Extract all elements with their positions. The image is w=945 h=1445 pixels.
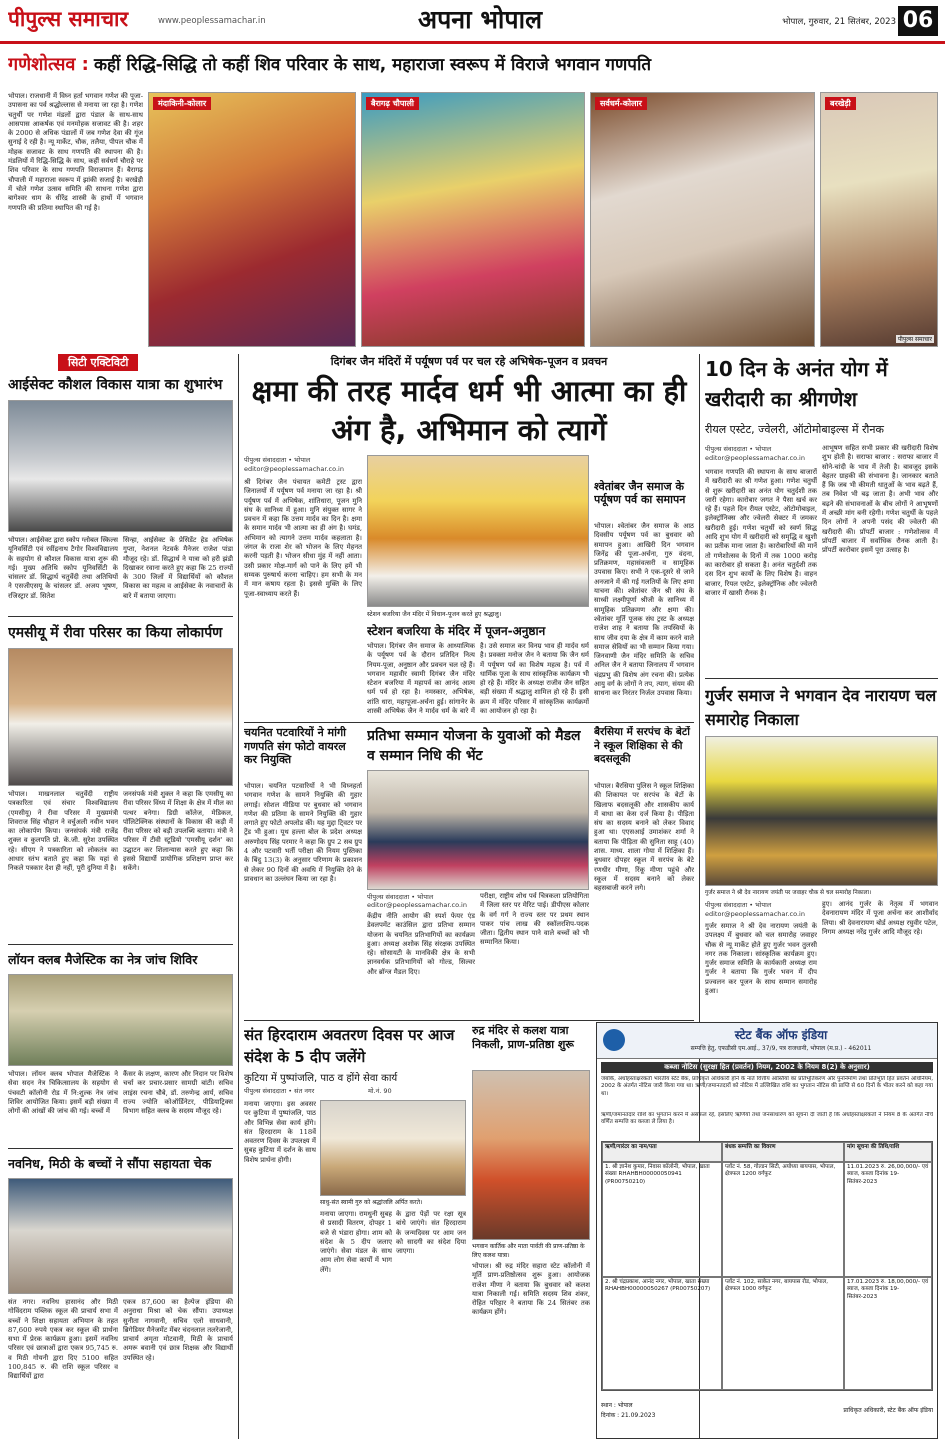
photo-label: सर्वधर्म-कोलार (595, 97, 647, 110)
gurjar-photo-caption: गुर्जर समाज ने श्री देव नारायण जयंती पर जवाहर चौक से चल समारोह निकाला। (705, 890, 872, 896)
story-iset-col2: सिन्हा, आईसेक्ट के प्रेसिडेंट हेड अभिषेक गुप्ता, नेशनल नेटवर्क मैनेजर राजेश पांडा मौजूद रहे। डॉ. सिद्धार्थ ने यात्रा को हरी झंडी दिखाकर रवाना करते हुए कहा कि 25 राज्यों के 300 जिलों में विद्यार्थियों को कौशल विकास का महत्व व आईसेक्ट के नवाचारों के बारे में बताया जाएगा। (123, 536, 233, 600)
shwetambar-story (594, 480, 694, 716)
sant-col3: के द्वारा पेड़ों पर रक्षा सूत्र बांधे जाएंगे। संत हिरदाराम के जन्मदिवस पर आम जन को सादगी का संदेश दिया जाएगा। (396, 1210, 466, 1256)
pratibha-col2: परीक्षा, राष्ट्रीय शोध पर्व चित्रकला प्रतियोगिता में जिला स्तर पर मेरिट पाई। डीपीएस कोलार के वर्ग गर्ग ने राज्य स्तर पर प्रथम स्थान पाकर पांच लाख की स्कॉलरशिप-पदक जीता। द्वितीय स्थान पाने वाले बच्चों को भी सम्मानित किया। (480, 892, 589, 947)
masthead (0, 0, 945, 44)
sant-mob: मो.नं. 90 (368, 1087, 392, 1095)
anant-email: editor@peoplessamachar.co.in (705, 454, 805, 462)
story-cheque-headline: नवनिध, मिठी के बच्चों ने सौंपा सहायता चेक (8, 1156, 212, 1171)
sant-col1: मनाया जाएगा। इस अवसर पर कुटिया में पुष्पांजलि, पाठ और विभिन्न सेवा कार्य होंगे। संत हिरदाराम के 118वें अवतरण दिवस के उपलक्ष्य में सुबह कुटिया में दर्शन के साथ विशेष प्रार्थना होगी। (244, 1100, 316, 1164)
photo-mcu-inauguration (8, 648, 233, 786)
patwari-body: भोपाल। चयनित पटवारियों ने भी विघ्नहर्ता भगवान गणेश के सामने नियुक्ति की गुहार लगाई। सोशल मीडिया पर बुधवार को भगवान गणेश की प्रतिमा के सामने नियुक्ति की गुहार लगाते हुए फोटो अपलोड कीं। यह मुद्दा टि्वटर पर ट्रेंड भी हुआ। यूथ हल्ला बोल के प्रदेश अध्यक्ष अरुणोदय सिंह परमार ने कहा कि ग्रुप 2 सब ग्रुप 4 और पटवारी भर्ती परीक्षा की नियम पुस्तिका के बिंदु 13(3) के अनुसार परिणाम के प्रकाशन से लेकर 90 दिनों की अवधि में नियुक्ति देने के प्रावधान का उल्लंघन किया जा रहा है। (244, 782, 362, 883)
gurjar-headline: गुर्जर समाज ने भगवान देव नारायण चल समारोह निकाला (705, 686, 937, 729)
sbi-notice (596, 1022, 938, 1439)
section-title: अपना भोपाल (417, 5, 543, 34)
pratibha-email: editor@peoplessamachar.co.in (367, 901, 467, 909)
sant-byline: पीपुल्स संवाददाता • संत नगर (244, 1087, 315, 1095)
sbi-place: स्थान : भोपाल (601, 1402, 633, 1409)
sarpanch-headline: बैरसिया में सरपंच के बेटों ने स्कूल शिक्षिका से की बदसलूकी (594, 726, 690, 765)
photo-gurjar-procession (705, 736, 938, 886)
story-lions-col2: कैंसर के लक्षण, कारण और निदान पर विशेष चर्चा कर प्रचार-प्रसार सामग्री बांटी। सचिव लाइंस रचना चौबे, डॉ. तरुणेन्द्र आर्य, सचिव राज्य ज्योति कोऑर्डिनेटर, पीडियाट्रिक्स विभाग सहित क्लब के सदस्य मौजूद रहे। (123, 1070, 233, 1116)
jain-headline: क्षमा की तरह मार्दव धर्म भी आत्मा का ही अंग है, अभिमान को त्यागें (251, 374, 687, 447)
gurjar-story (705, 684, 938, 1009)
sant-sub: कुटिया में पुष्पांजलि, पाठ व होंगे सेवा कार्य (244, 1073, 398, 1084)
jain-story-head (244, 354, 694, 450)
jain-kicker: दिगंबर जैन मंदिरों में पर्यूषण पर्व पर चल रहे अभिषेक-पूजन व प्रवचन (330, 355, 608, 368)
photo-lions-camp (8, 974, 233, 1066)
sbi-title: स्टेट बैंक ऑफ इंडिया (734, 1028, 828, 1042)
sbi-header (597, 1023, 937, 1059)
photo-sant-tribute (320, 1100, 466, 1196)
station-headline: स्टेशन बजरिया के मंदिर में पूजन-अनुष्ठान (367, 624, 546, 638)
photo-credit: पीपुल्स समाचार (897, 336, 932, 343)
sant-photo-caption: साधु-संत स्वामी गुरु को श्रद्धांजलि अर्पित करते। (320, 1199, 423, 1206)
rudra-caption: भगवान कार्तिक और माता पार्वती की प्राण-प्रतिष्ठा के लिए कलश यात्रा। (472, 1243, 585, 1259)
anant-col2: आभूषण सहित सभी प्रकार की खरीदारी विशेष शुभ होती है। सराफा बाजार : सराफा बाजार में सोने-चांदी के भाव में तेजी है। बावजूद इसके बेहतर ग्राहकी की संभावना है। जानकार बताते हैं कि जब भी कीमती धातुओं के भाव बढ़ते हैं, तब निवेश भी बढ़ जाता है। अभी भाव और बढ़ने की संभावनाओं के बीच लोगों ने आभूषणों में अच्छी मांग बनी रहेगी। गणेश चतुर्थी के पहले दिन लोगों ने अपनी पसंद की ज्वेलरी की खरीदारी की। प्रॉपर्टी बाजार : गणेशोत्सव में प्रॉपर्टी बाजार में सर्वाधिक रौनक आती है। प्रॉपर्टी कारोबार इसमें पूरा उत्साह है। (822, 444, 938, 555)
sbi-logo-icon (603, 1029, 625, 1051)
banner-headline (8, 52, 938, 88)
sbi-body: ऋणी/जमानतदार राशि का भुगतान करने में असफल रहे, इसलिए ऋणियों तथा जनसाधारण को सूचना दी जाती है कि अधोहस्ताक्षरकर्ता ने नियम 8 के अंतर्गत नीचे वर्णित सम्पत्ति का कब्जा ले लिया है। (601, 1112, 933, 1126)
sbi-col-header: बंधक सम्पत्ति का विवरण (722, 1142, 844, 1162)
photo-rudra-kalash (472, 1070, 590, 1240)
story-mcu-headline: एमसीयू में रीवा परिसर का किया लोकार्पण (8, 625, 223, 641)
anant-sub: रीयल एस्टेट, ज्वेलरी, ऑटोमोबाइल्स में रौनक (705, 423, 884, 436)
sbi-col-header: ऋणी/गारंटर का नाम/पता (602, 1142, 722, 1162)
sbi-cell: 17.01.2023 रु. 18,00,000/- एवं ब्याज, कब्जा दिनांक 19-सितंबर-2023 (844, 1277, 932, 1390)
anant-col1: भगवान गणपति की स्थापना के साथ बाजारों में खरीदारी का श्री गणेश हुआ। गणेश चतुर्थी से शुरू खरीदारी का अनंत योग चतुर्दशी तक जारी रहेगा। कारोबार जगत ने पैसा खर्च कर रहे हैं। पहले दिन रीयल एस्टेट, ऑटोमोबाइल, इलेक्ट्रॉनिक्स और ज्वेलरी सेक्टर में जमकर खरीदारी हुई। गणेश चतुर्थी को स्वर्ण सिद्ध आदि शुभ योग में खरीदारी को समृद्धि व खुशी का प्रतीक माना जाता है। कारोबारियों की मानें तो गणेशोत्सव के दिनों में तक 1000 करोड़ का कारोबार हो सकता है। अनंत चतुर्दशी तक दस दिन शुभ कार्यों के लिए विशेष है। वाहन बाजार, रियल एस्टेट, इलेक्ट्रॉनिक और ज्वेलरी बाजार में खासी रौनक है। (705, 468, 817, 597)
anant-byline: पीपुल्स संवाददाता • भोपाल (705, 445, 772, 453)
dateline: भोपाल, गुरुवार, 21 सितंबर, 2023 (782, 17, 896, 27)
story-lions-col1: भोपाल। लॉयन क्लब भोपाल मैजेस्टिक ने सेवा सदन नेत्र चिकित्सालय के सहयोग से पंचवटी कॉलोनी रोड में नि:शुल्क नेत्र जांच शिविर आयोजित किया। इसमें बड़ी संख्या में लोगों की आंखों की जांच की गई। बच्चों में (8, 1070, 118, 1116)
story-mcu-col1: भोपाल। माखनलाल चतुर्वेदी राष्ट्रीय पत्रकारिता एवं संचार विश्वविद्यालय (एमसीयू) ने रीवा परिसर में मुख्यमंत्री शिवराज सिंह चौहान ने वर्चुअली नवीन भवन का लोकार्पण किया। जनसंपर्क मंत्री राजेंद्र शुक्ल व कुलपति प्रो. के.जी. सुरेश उपस्थित रहे। सीएम ने पत्रकारिता को लोकतंत्र का आधार स्तंभ बताते हुए कहा कि यहां से निकले पत्रकार देश ही नहीं, पूरी दुनिया में है। (8, 790, 118, 873)
sbi-cell: 1. श्री ज्ञानेश कुमार, निवास कॉलोनी, भोपाल, खाता संख्या RHAHBH00000050941 (PR00750210) (602, 1162, 722, 1277)
banner-intro: भोपाल। राजधानी में विघ्न हर्ता भगवान गणेश की पूजा-उपासना का पर्व श्रद्धोल्लास से मनाया जा रहा है। गणेश चतुर्थी पर गणेश मंडलों द्वारा पंडाल के साथ-साथ आसपास आकर्षक एवं मनमोहक सजावट की है। शहर के 2000 से अधिक पंडालों में जब गणेश देवा की गूंज सुनाई दे रही है। न्यू मार्केट, चौक, तलैया, पीपल चौक में मोहक सजावट के साथ गणपति की स्थापना की है। मंडलियों में रिद्धि-सिद्धि के साथ, कहीं सर्वधर्म चौराहे पर शिव परिवार के साथ गणपति विराजमान हैं। बैरागढ़ चौपाली में महाराजा स्वरूप में झांकी सजाई है। बरखेड़ी में चोले गणेश उत्सव समिति की साधना गणेश द्वारा बागेश्वर धाम के धीरेंद्र शास्त्री के हाथों में भगवान गणपति की प्रतिमा स्थापित की गई है। (8, 92, 143, 212)
sbi-cell: 11.01.2023 रु. 26,00,000/- एवं ब्याज, कब्जा दिनांक 19-सितंबर-2023 (844, 1162, 932, 1277)
sbi-cell: 2. श्री चंद्रप्रकाश, आनंद नगर, भोपाल, खाता संख्या RHAHBH00000050267 (PR00750207) (602, 1277, 722, 1390)
rudra-headline: रुद्र मंदिर से कलश यात्रा निकली, प्राण-प्रतिष्ठा शुरू (472, 1024, 574, 1051)
sbi-address: सम्पत्ति हेतु, एफडीसी एम.आई., 37/9, पत्र राजधानी, भोपाल (म.प्र.) - 462011 (690, 1045, 872, 1052)
story-cheque-col1: संत नगर। नवनिध हासानंद और मिठी गोविंदराम पब्लिक स्कूल की प्राचार्य सभा में बच्चों ने शिक्षा सहायता अभियान के तहत 87,600 रुपये एकत्र कर स्कूल की प्रार्थना सभा में प्रेरक कार्यक्रम हुआ। इसमें नवनिध परिसर एवं छात्राओं द्वारा एकत्र 95,745 रु. व मिठी गोयनी द्वारा दिए 5100 सहित 100,845 रु. की राशि स्कूल परिसर व विद्यार्थियों द्वारा (8, 1298, 118, 1381)
city-activity-column (8, 354, 233, 1439)
banner-label: गणेशोत्सव : (8, 54, 89, 75)
rudra-body: भोपाल। श्री रुद्र मंदिर सहारा स्टेट कॉलोनी में मूर्ति प्राण-प्रतिष्ठोत्सव शुरू हुआ। आयोजक राजेश मीणा ने बताया कि बुधवार को कलश यात्रा निकाली गई। समिति सदस्य शिव शंकर, रोहित परिहार ने बताया कि 24 सितंबर तक कार्यक्रम होंगे। (472, 1262, 590, 1317)
story-lions-headline: लॉयन क्लब मैजेस्टिक का नेत्र जांच शिविर (8, 952, 198, 967)
city-activity-tag: सिटी एक्टिविटी (58, 354, 138, 371)
shwetambar-headline: श्वेतांबर जैन समाज के पर्यूषण पर्व का समापन (594, 480, 686, 506)
story-iset-headline: आईसेक्ट कौशल विकास यात्रा का शुभारंभ (8, 377, 223, 393)
rudra-story (472, 1024, 590, 1439)
photo-label: बरखेड़ी (825, 97, 856, 110)
story-cheque-col2: एकत्र 87,600 का हैल्पेज इंडिया की अनुराधा मिश्रा को चेक सौंपा। उपाध्यक्ष सुनीता नागवानी, सचिव एलो साधवानी, ब्रिगेडियर मैनेजमेंट मेंबर चंदनलाल तलरेजानी, प्राचार्य अमृता मोटवानी, मिठी के प्राचार्य अमरू बवानी एवं छात्र शिक्षक और विद्यार्थी उपस्थित रहे। (123, 1298, 233, 1362)
patwari-story (244, 726, 362, 1016)
page-number: 06 (898, 6, 938, 36)
photo-mandakini (148, 92, 356, 347)
pratibha-headline: प्रतिभा सम्मान योजना के युवाओं को मैडल व सम्मान निधि की भेंट (367, 728, 581, 764)
pratibha-byline: पीपुल्स संवाददाता • भोपाल (367, 893, 434, 901)
jain-email: editor@peoplessamachar.co.in (244, 465, 344, 473)
pratibha-col1: केंद्रीय नीति आयोग की स्पर्श फेयर एंड डेवलपमेंट काउंसिल द्वारा प्रतिभा सम्मान योजना के चयनित प्रतिभागियों का कार्यक्रम हुआ। अध्यक्ष अशोक सिंह संरक्षक उपस्थित रहे। सोसायटी के मानविकी क्षेत्र के सभी ज्ञानवर्धक प्रतिभागियों को गोल्ड, सिल्वर और ब्रॉन्ज मैडल दिए। (367, 912, 475, 976)
photo-label: मंदाकिनी-कोलार (153, 97, 211, 110)
sant-col2: मनाया जाएगा। रामधुनी सुबह से प्रसादी वितरण, दोपहर 1 बजे से भंडारा होगा। शाम को संदेश के 5 दीप जलाए जाएंगे। सेवा मंडल के साथ आम लोग सेवा कार्यों में भाग लेंगे। (320, 1210, 392, 1274)
story-iset-col1: भोपाल। आईसेक्ट द्वारा स्कोप ग्लोबल स्किल्स यूनिवर्सिटी एवं रवींद्रनाथ टैगोर विश्वविद्यालय के सहयोग से कौशल विकास यात्रा शुरू की गई। मुख्य अतिथि स्कोप यूनिवर्सिटी के चांसलर डॉ. सिद्धार्थ चतुर्वेदी तथा अतिथियों ने एसजीएसयू के चांसलर डॉ. अजय भूषण, रजिस्ट्रार डॉ. सितेश (8, 536, 118, 600)
pratibha-story (367, 726, 589, 1016)
anant-headline: 10 दिन के अनंत योग में खरीदारी का श्रीगणेश (705, 357, 888, 411)
sarpanch-body: भोपाल। बैरसिया पुलिस ने स्कूल शिक्षिका की शिकायत पर सरपंच के बेटों के खिलाफ बदसलूकी और शासकीय कार्य में बाधा का केस दर्ज किया है। पीड़िता संघ का सदस्य बनाने को लेकर विवाद हुआ था। एएसआई उमाशंकर शर्मा ने बताया कि पीड़िता की सुनिता साहू (40) शास. माध्य. शाला गोया में शिक्षिका हैं। बुधवार दोपहर स्कूल में सरपंच के बेटे रणधीर मीणा, रिंकू मीणा पहुंचे और स्कूल में सदस्य बनाने को लेकर बहसबाजी करने लगे। (594, 782, 694, 893)
sbi-signatory: प्राधिकृत अधिकारी, स्टेट बैंक ऑफ इंडिया (843, 1407, 933, 1414)
jain-byline: पीपुल्स संवाददाता • भोपाल (244, 456, 311, 464)
photo-iset-yatra (8, 400, 233, 532)
sarpanch-story (594, 726, 694, 1016)
anant-story (705, 354, 938, 674)
sbi-date: दिनांक : 21.09.2023 (601, 1412, 656, 1419)
masthead-logo: पीपुल्स समाचार (8, 7, 129, 31)
jain-photo-caption: स्टेशन बजरिया जैन मंदिर में विधान-पूजन करते हुए श्रद्धालु। (367, 611, 502, 618)
gurjar-email: editor@peoplessamachar.co.in (705, 910, 805, 918)
sbi-table (601, 1141, 933, 1391)
sant-headline: संत हिरदाराम अवतरण दिवस पर आज संदेश के 5 दीप जलेंगे (244, 1026, 455, 1066)
sbi-intro: जबकि, अधोहस्ताक्षरकर्ता भारतीय स्टेट बैंक, प्राधिकृत अधिकारी होने के नाते वित्तीय आस्तियों का प्रतिभूतिकरण और पुनर्निर्माण तथा प्रतिभूति हित प्रवर्तन अधिनियम, 2002 के अंतर्गत नोटिस जारी किया गया था। ऋणी/जमानतदारों को नोटिस में उल्लिखित राशि का भुगतान नोटिस की प्राप्ति से 60 दिनों के भीतर करने को कहा गया था। (601, 1076, 933, 1097)
banner-title: कहीं रिद्धि-सिद्धि तो कहीं शिव परिवार के साथ, महाराजा स्वरूप में विराजे भगवान गणपति (93, 55, 652, 75)
sbi-notice-title: कब्जा नोटिस (सुरक्षा हित (प्रवर्तन) नियम, 2002 के नियम 8(2) के अनुसार) (601, 1062, 933, 1073)
station-col2: है। उसे समाज कर विनम्र भाव ही मार्दव धर्म है। प्रवक्ता मनोज जैन ने बताया कि जैन धर्म में पर्यूषण पर्व का विशेष महत्व है। पर्व में धार्मिक पूजा के साथ सांस्कृतिक कार्यक्रम भी हो रहे हैं। मंदिर के अध्यक्ष राजीव जैन सहित बड़ी संख्या में श्रद्धालु शामिल हो रहे हैं। इसी क्रम में मंदिर परिसर में सांस्कृतिक कार्यक्रमों का आयोजन हो रहा है। (480, 642, 589, 716)
sbi-cell: प्लॉट नं. 58, गोल्डन सिटी, अयोध्या बायपास, भोपाल, क्षेत्रफल 1200 वर्गफुट (722, 1162, 844, 1277)
gurjar-col2: हुए। आनंद गुर्जर के नेतृत्व में भगवान देवनारायण मंदिर में पूजा अर्चना कर आशीर्वाद लिया। श्री देवनारायण बोर्ड अध्यक्ष रघुवीर पटेल, निगम अध्यक्ष नरेंद्र गुर्जर आदि मौजूद रहे। (822, 900, 938, 936)
gurjar-col1: गुर्जर समाज ने श्री देव नारायण जयंती के उपलक्ष्य में बुधवार को चल समारोह जवाहर चौक से न्यू मार्केट होते हुए गुर्जर भवन तुलसी नगर तक निकाला। सांस्कृतिक कार्यक्रम हुए। गुर्जर समाज समिति के कार्यकारी अध्यक्ष राम गुर्जर ने बताया कि गुर्जर भवन में दीप प्रज्वलन कर पूजन के साथ सम्मान समारोह हुआ। (705, 922, 817, 996)
photo-jain-puja (367, 455, 589, 607)
sbi-col-header: मांग सूचना की तिथि/राशि (844, 1142, 932, 1162)
photo-bairagarh (361, 92, 585, 347)
masthead-website: www.peoplessamachar.in (158, 16, 266, 26)
photo-sarvdharm (590, 92, 815, 347)
station-col1: भोपाल। दिगंबर जैन समाज के आध्यात्मिक के पर्यूषण पर्व के दौरान प्रतिदिन नित्य नियम-पूजा, अनुष्ठान और प्रवचन चल रहे हैं। भगवान महावीर स्वामी दिगंबर जैन मंदिर स्टेशन बजरिया में महापर्व का आनंद आत्म धर्म पर्व हो रहा है। नमस्कार, अभिषेक, शांति धारा, महापूजा-अर्चना हुई। सांगानेर के शास्त्री अभिषेक जैन ने मार्दव धर्म के बारे में (367, 642, 475, 716)
patwari-headline: चयनित पटवारियों ने मांगी गणपति संग फोटो वायरल कर नियुक्ति (244, 726, 346, 766)
photo-barkhedi (820, 92, 938, 347)
gurjar-byline: पीपुल्स संवाददाता • भोपाल (705, 901, 772, 909)
photo-cheque-handover (8, 1178, 233, 1294)
sbi-cell: प्लॉट नं. 102, साकेत नगर, बायपास रोड, भोपाल, क्षेत्रफल 1000 वर्गफुट (722, 1277, 844, 1390)
photo-pratibha-award (367, 770, 589, 890)
sant-story (244, 1024, 466, 1439)
photo-label: बैरागढ़ चौपाली (366, 97, 419, 110)
shwetambar-body: भोपाल। श्वेतांबर जैन समाज के आठ दिवसीय पर्यूषण पर्व का बुधवार को समापन हुआ। आखिरी दिन भगवान जिनेंद्र की पूजा-अर्चना, गुरु वंदना, प्रतिक्रमण, महासंवत्सरी व सामूहिक उपवास किए। सभी ने एक-दूसरे से जाने अनजाने में की गई गलतियों के लिए क्षमा याचना की। श्वेतांबर जैन श्री संघ के साध्वी लक्ष्मीपूर्णा श्रीजी के सानिध्य में सामूहिक प्रतिक्रमण और क्षमा की। श्वेतांबर मूर्ति पूजक संघ ट्रस्ट के अध्यक्ष राजेश शाह ने बताया कि तपस्वियों के साथ जीव दया के क्षेत्र में काम करने वाले समाज सेवियों का भी सम्मान किया गया। जिनवाणी जैन मंदिर समिति के सचिव अनिल जैन ने बताया जिनालय में भगवान चंद्रप्रभु की विशेष अंग रचना की। प्रत्येक आयु वर्ग के लोगों ने तप, त्याग, संयम की साधना कर निरंतर निर्जल उपवास किया। (594, 522, 694, 698)
jain-col1: श्री दिगंबर जैन पंचायत कमेटी ट्रस्ट द्वारा जिनालयों में पर्यूषण पर्व मनाया जा रहा है। श्री पर्यूषण पर्व में अभिषेक, शांतिधारा, पूजन मुनि संघ के सानिध्य में हुआ। मुनि संयुक्त सागर ने प्रवचन में कहा कि उत्तम मार्दव का दिन है। क्षमा के समान मार्दव भी आत्मा का ही अंग है। घमंड, अभिमान को त्यागने उत्तम मार्दव कहलाता है। जंगल के राजा शेर को भोजन के लिए मेहनत करनी पड़ती है। भोजन सीधा मुंह में नहीं आता। उसी प्रकार मोक्ष-मार्ग को पाने के लिए हमें भी सम्यक पुरुषार्थ करना चाहिए। हम सभी के मन में मान कषाय रहता है। इससे मुक्ति के लिए पूजा-स्वाध्याय करते हैं। (244, 478, 362, 598)
story-mcu-col2: जनसंपर्क मंत्री शुक्ल ने कहा कि एमसीयू का रीवा परिसर विंध्य में शिक्षा के क्षेत्र में मील का पत्थर बनेगा। डिग्री कॉलेज, मेडिकल, पॉलिटेक्निक संस्थानों के विकास की कड़ी में रीवा परिसर को बड़ी उपलब्धि बताया। मंत्री ने परिसर में टीवी स्टूडियो 'एमसीयू दर्शन' का उद्घाटन कर शिलान्यास करते हुए कहा कि इससे विद्यार्थी प्रायोगिक प्रशिक्षण प्राप्त कर सकेंगे। (123, 790, 233, 873)
